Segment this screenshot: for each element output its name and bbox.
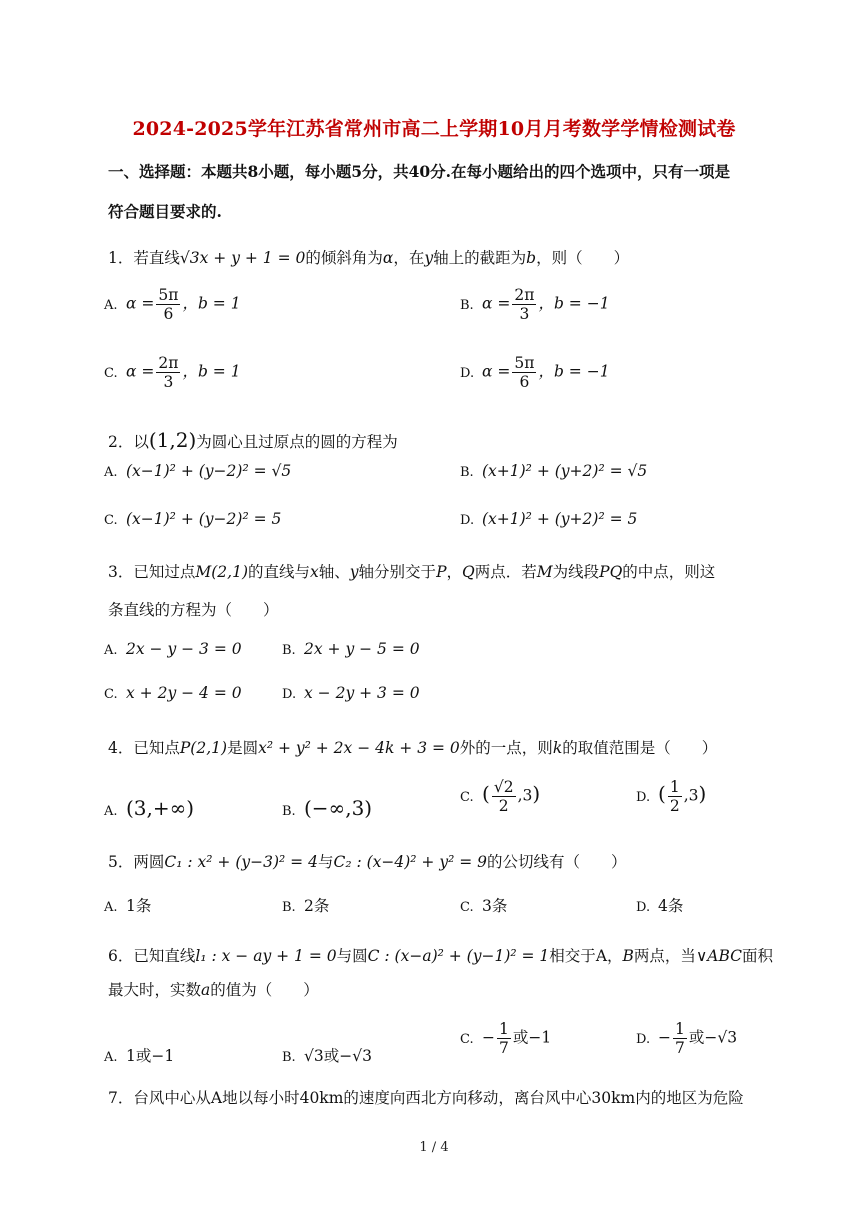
q5-option-d: D. 4条 [636, 897, 684, 915]
q2-option-a: A. (x−1)² + (y−2)² = √5 [104, 462, 292, 480]
q5-option-c: C. 3条 [460, 897, 508, 915]
q6-option-b: B. √3或−√3 [282, 1047, 372, 1065]
page-title: 2024-2025学年江苏省常州市高二上学期10月月考数学学情检测试卷 [132, 118, 736, 140]
q4-option-a: A. (3,+∞) [104, 796, 195, 820]
q3-option-d: D. x − 2y + 3 = 0 [282, 684, 420, 702]
question-4-stem: 4．已知点P(2,1)是圆x² + y² + 2x − 4k + 3 = 0外的一点，则k的取值范围是（ ） [108, 739, 718, 757]
q3-option-b: B. 2x + y − 5 = 0 [282, 640, 420, 658]
question-6-stem: 6．已知直线l₁ : x − ay + 1 = 0与圆C : (x−a)² + (y−1)² = 1相交于A，B两点，当∨ABC面积 [108, 947, 774, 965]
question-3-stem-line2: 条直线的方程为（ ） [108, 601, 279, 619]
q1-option-c: C. α = $\frac{2\pi}{3}$ ，b = 1 [104, 354, 241, 391]
q1-option-a: A. α = $\frac{5\pi}{6}$ ，b = 1 [104, 286, 241, 323]
question-5-stem: 5．两圆C₁ : x² + (y−3)² = 4与C₂ : (x−4)² + y² = 9的公切线有（ ） [108, 853, 627, 871]
q6-option-d: D. − $\frac{1}{7}$ 或−√3 [636, 1020, 738, 1057]
q6-option-a: A. 1或−1 [104, 1047, 175, 1065]
section-heading-line1: 一、选择题：本题共8小题，每小题5分，共40分.在每小题给出的四个选项中，只有一项是 [108, 162, 731, 181]
question-7-stem: 7．台风中心从A地以每小时40km的速度向西北方向移动，离台风中心30km内的地区为危险 [108, 1089, 744, 1107]
q4-option-d: D. ( $\frac{1}{2}$ ,3) [636, 778, 707, 815]
q4-option-b: B. (−∞,3) [282, 796, 373, 820]
q2-option-b: B. (x+1)² + (y+2)² = √5 [460, 462, 648, 480]
q1-option-d: D. α = $\frac{5\pi}{6}$ ，b = −1 [460, 354, 610, 391]
page-number: 1 / 4 [419, 1140, 449, 1155]
q6-option-c: C. − $\frac{1}{7}$ 或−1 [460, 1020, 552, 1057]
q2-option-c: C. (x−1)² + (y−2)² = 5 [104, 510, 282, 528]
q3-option-a: A. 2x − y − 3 = 0 [104, 640, 242, 658]
q2-option-d: D. (x+1)² + (y+2)² = 5 [460, 510, 638, 528]
question-3-stem: 3．已知过点M(2,1)的直线与x轴、y轴分别交于P，Q两点．若M为线段PQ的中点，则这 [108, 563, 716, 581]
q3-option-c: C. x + 2y − 4 = 0 [104, 684, 242, 702]
q4-option-c: C. ( $\frac{√2}{2}$ ,3) [460, 778, 541, 815]
question-1-stem: 1．若直线√3x + y + 1 = 0的倾斜角为α，在y轴上的截距为b，则（ ） [108, 249, 630, 267]
q5-option-a: A. 1条 [104, 897, 152, 915]
q5-option-b: B. 2条 [282, 897, 330, 915]
q1-line-equation: √3x + y + 1 = 0 [179, 249, 306, 267]
question-6-stem-line2: 最大时，实数a的值为（ ） [108, 981, 319, 999]
section-heading-line2: 符合题目要求的. [108, 202, 222, 221]
question-2-stem: 2．以(1,2)为圆心且过原点的圆的方程为 [108, 428, 398, 452]
q1-option-b: B. α = $\frac{2\pi}{3}$ ，b = −1 [460, 286, 610, 323]
